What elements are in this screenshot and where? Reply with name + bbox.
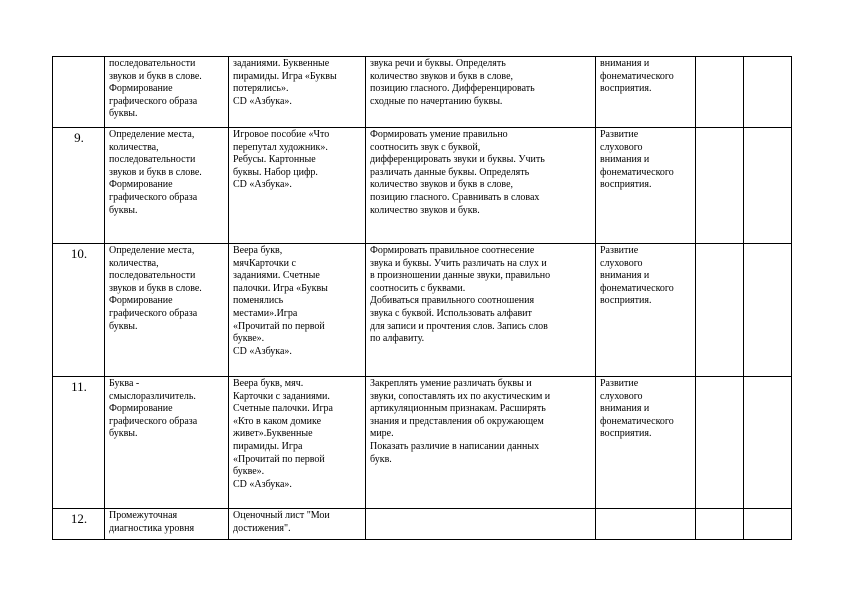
development-cell: [596, 244, 696, 377]
development-text: Развитие слухового внимания и фонематического восприятия.: [600, 129, 674, 191]
tasks-cell: [366, 57, 596, 128]
development-cell: [596, 128, 696, 244]
development-text: Развитие слухового внимания и фонематического восприятия.: [600, 378, 674, 440]
development-text: Развитие слухового внимания и фонематического восприятия.: [600, 245, 674, 307]
table-row: [53, 128, 792, 244]
materials-cell: [229, 377, 366, 509]
row-number: 9.: [53, 128, 105, 244]
topic-cell: [105, 128, 229, 244]
materials-text: заданиями. Буквенные пирамиды. Игра «Буквы потерялись». CD «Азбука».: [233, 58, 337, 107]
tasks-cell: [366, 377, 596, 509]
empty-cell: [744, 128, 792, 244]
materials-cell: [229, 509, 366, 540]
empty-cell: [696, 57, 744, 128]
materials-text: Оценочный лист "Мои достижения".: [233, 510, 330, 534]
topic-text: Буква - смыслоразличитель. Формирование графического образа буквы.: [109, 378, 198, 440]
row-number: 10.: [53, 244, 105, 377]
row-number: [53, 57, 105, 128]
tasks-cell: [366, 244, 596, 377]
topic-cell: [105, 244, 229, 377]
empty-cell: [696, 244, 744, 377]
table-row: [53, 57, 792, 128]
empty-cell: [744, 57, 792, 128]
tasks-cell: [366, 509, 596, 540]
topic-cell: [105, 509, 229, 540]
empty-cell: [696, 377, 744, 509]
topic-text: Определение места, количества, последовательности звуков и букв в слове. Формирование графического образа буквы.: [109, 129, 202, 216]
materials-cell: [229, 57, 366, 128]
materials-cell: [229, 128, 366, 244]
table-row: [53, 509, 792, 540]
row-number: 12.: [53, 509, 105, 540]
materials-cell: [229, 244, 366, 377]
topic-cell: [105, 377, 229, 509]
tasks-text: Формировать умение правильно соотносить звук с буквой, дифференцировать звуки и буквы. Учить различать данные буквы. Определять количество звуков и букв в слове, позицию гласного. Сравнивать в словах количество звуков и букв.: [370, 129, 545, 216]
empty-cell: [696, 128, 744, 244]
empty-cell: [744, 509, 792, 540]
tasks-text: Формировать правильное соотнесение звука и буквы. Учить различать на слух и в произношении данные звуки, правильно соотносить с буквами. Добиваться правильного соотношения звука с буквой. Использовать алфавит для записи и прочтения слов. Запись слов по алфавиту.: [370, 245, 551, 345]
topic-text: Определение места, количества, последовательности звуков и букв в слове. Формирование графического образа буквы.: [109, 245, 202, 332]
tasks-text: звука речи и буквы. Определять количество звуков и букв в слове, позицию гласного. Дифференцировать сходные по начертанию буквы.: [370, 58, 535, 107]
materials-text: Игровое пособие «Что перепутал художник». Ребусы. Картонные буквы. Набор цифр. CD «Азбука».: [233, 129, 330, 191]
empty-cell: [696, 509, 744, 540]
topic-text: Промежуточная диагностика уровня: [109, 510, 195, 534]
table-row: [53, 244, 792, 377]
materials-text: Веера букв, мяч. Карточки с заданиями. Счетные палочки. Игра «Кто в каком домике живет».Буквенные пирамиды. Игра «Прочитай по первой букве». CD «Азбука».: [233, 378, 333, 490]
topic-text: последовательности звуков и букв в слове. Формирование графического образа буквы.: [109, 58, 202, 120]
row-number: 11.: [53, 377, 105, 509]
tasks-text: Закреплять умение различать буквы и звуки, сопоставлять их по акустическим и артикуляционным признакам. Расширять знания и представления об окружающем мире. Показать различие в написании данных букв.: [370, 378, 551, 465]
empty-cell: [744, 244, 792, 377]
lesson-plan-table: [52, 56, 792, 540]
table-row: [53, 377, 792, 509]
development-cell: [596, 57, 696, 128]
development-cell: [596, 509, 696, 540]
tasks-cell: [366, 128, 596, 244]
development-text: внимания и фонематического восприятия.: [600, 58, 674, 95]
topic-cell: [105, 57, 229, 128]
empty-cell: [744, 377, 792, 509]
materials-text: Веера букв, мячКарточки с заданиями. Счетные палочки. Игра «Буквы поменялись местами».Игра «Прочитай по первой букве». CD «Азбука».: [233, 245, 328, 357]
development-cell: [596, 377, 696, 509]
